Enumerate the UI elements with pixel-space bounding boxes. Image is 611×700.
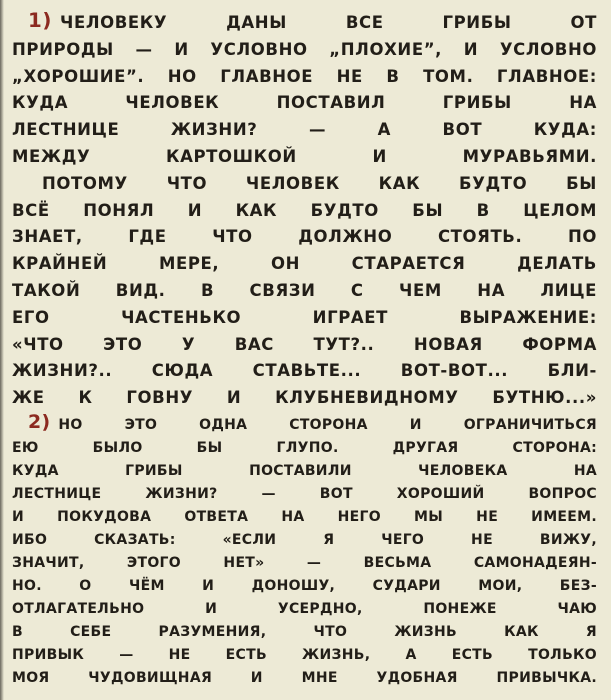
text-line: ОТЛАГАТЕЛЬНО И УСЕРДНО, ПОНЕЖЕ ЧАЮ — [12, 600, 597, 617]
text-line-content: НО ЭТО ОДНА СТОРОНА И ОГРАНИЧИТЬСЯ — [58, 416, 597, 433]
text-line: ПОТОМУ ЧТО ЧЕЛОВЕК КАК БУДТО БЫ — [42, 173, 597, 193]
text-line-content: ЧЕЛОВЕКУ ДАНЫ ВСЕ ГРИБЫ ОТ — [60, 13, 597, 32]
paragraph-1 — [12, 9, 597, 412]
text-line: КУДА ГРИБЫ ПОСТАВИЛИ ЧЕЛОВЕКА НА — [12, 462, 597, 479]
text-line: НО. О ЧЁМ И ДОНОШУ, СУДАРИ МОИ, БЕЗ- — [12, 577, 597, 594]
text-line: В СЕБЕ РАЗУМЕНИЯ, ЧТО ЖИЗНЬ КАК Я — [12, 623, 597, 640]
scan-edge-shadow — [0, 0, 4, 700]
text-line: ЛЕСТНИЦЕ ЖИЗНИ? — ВОТ ХОРОШИЙ ВОПРОС — [12, 485, 597, 502]
text-line: КУДА ЧЕЛОВЕК ПОСТАВИЛ ГРИБЫ НА — [12, 93, 597, 113]
text-line: КРАЙНЕЙ МЕРЕ, ОН СТАРАЕТСЯ ДЕЛАТЬ — [12, 254, 597, 274]
text-line: „ХОРОШИЕ”. НО ГЛАВНОЕ НЕ В ТОМ. ГЛАВНОЕ: — [12, 66, 597, 86]
paragraph-2-marker: 2) — [28, 411, 51, 433]
text-line: ПРИВЫК — НЕ ЕСТЬ ЖИЗНЬ, А ЕСТЬ ТОЛЬКО — [12, 646, 597, 663]
text-line: ЖИЗНИ?.. СЮДА СТАВЬТЕ... ВОТ-ВОТ... БЛИ- — [12, 361, 597, 381]
text-line: «ЧТО ЭТО У ВАС ТУТ?.. НОВАЯ ФОРМА — [12, 334, 597, 354]
text-line: ЗНАЧИТ, ЭТОГО НЕТ» — ВЕСЬМА САМОНАДЕЯН- — [12, 554, 597, 571]
text-line: ВСЁ ПОНЯЛ И КАК БУДТО БЫ В ЦЕЛОМ — [12, 200, 597, 220]
text-line: ИБО СКАЗАТЬ: «ЕСЛИ Я ЧЕГО НЕ ВИЖУ, — [12, 531, 597, 548]
paragraph-1-marker: 1) — [28, 9, 53, 32]
text-line: ЖЕ К ГОВНУ И КЛУБНЕВИДНОМУ БУТНЮ...» — [12, 388, 597, 408]
text-line: ЛЕСТНИЦЕ ЖИЗНИ? — А ВОТ КУДА: — [12, 120, 597, 140]
text-line: ЗНАЕТ, ГДЕ ЧТО ДОЛЖНО СТОЯТЬ. ПО — [12, 227, 597, 247]
text-line — [12, 412, 597, 437]
text-line — [12, 9, 597, 37]
text-line: ЕЮ БЫЛО БЫ ГЛУПО. ДРУГАЯ СТОРОНА: — [12, 439, 597, 456]
text-line: МОЯ ЧУДОВИЩНАЯ И МНЕ УДОБНАЯ ПРИВЫЧКА. — [12, 669, 597, 686]
text-line: МЕЖДУ КАРТОШКОЙ И МУРАВЬЯМИ. — [12, 146, 597, 166]
paragraph-2 — [12, 412, 597, 690]
text-line: И ПОКУДОВА ОТВЕТА НА НЕГО МЫ НЕ ИМЕЕМ. — [12, 508, 597, 525]
text-line: ПРИРОДЫ — И УСЛОВНО „ПЛОХИЕ”, И УСЛОВНО — [12, 39, 597, 59]
text-line: ЕГО ЧАСТЕНЬКО ИГРАЕТ ВЫРАЖЕНИЕ: — [12, 307, 597, 327]
text-line: ТАКОЙ ВИД. В СВЯЗИ С ЧЕМ НА ЛИЦЕ — [12, 280, 597, 300]
